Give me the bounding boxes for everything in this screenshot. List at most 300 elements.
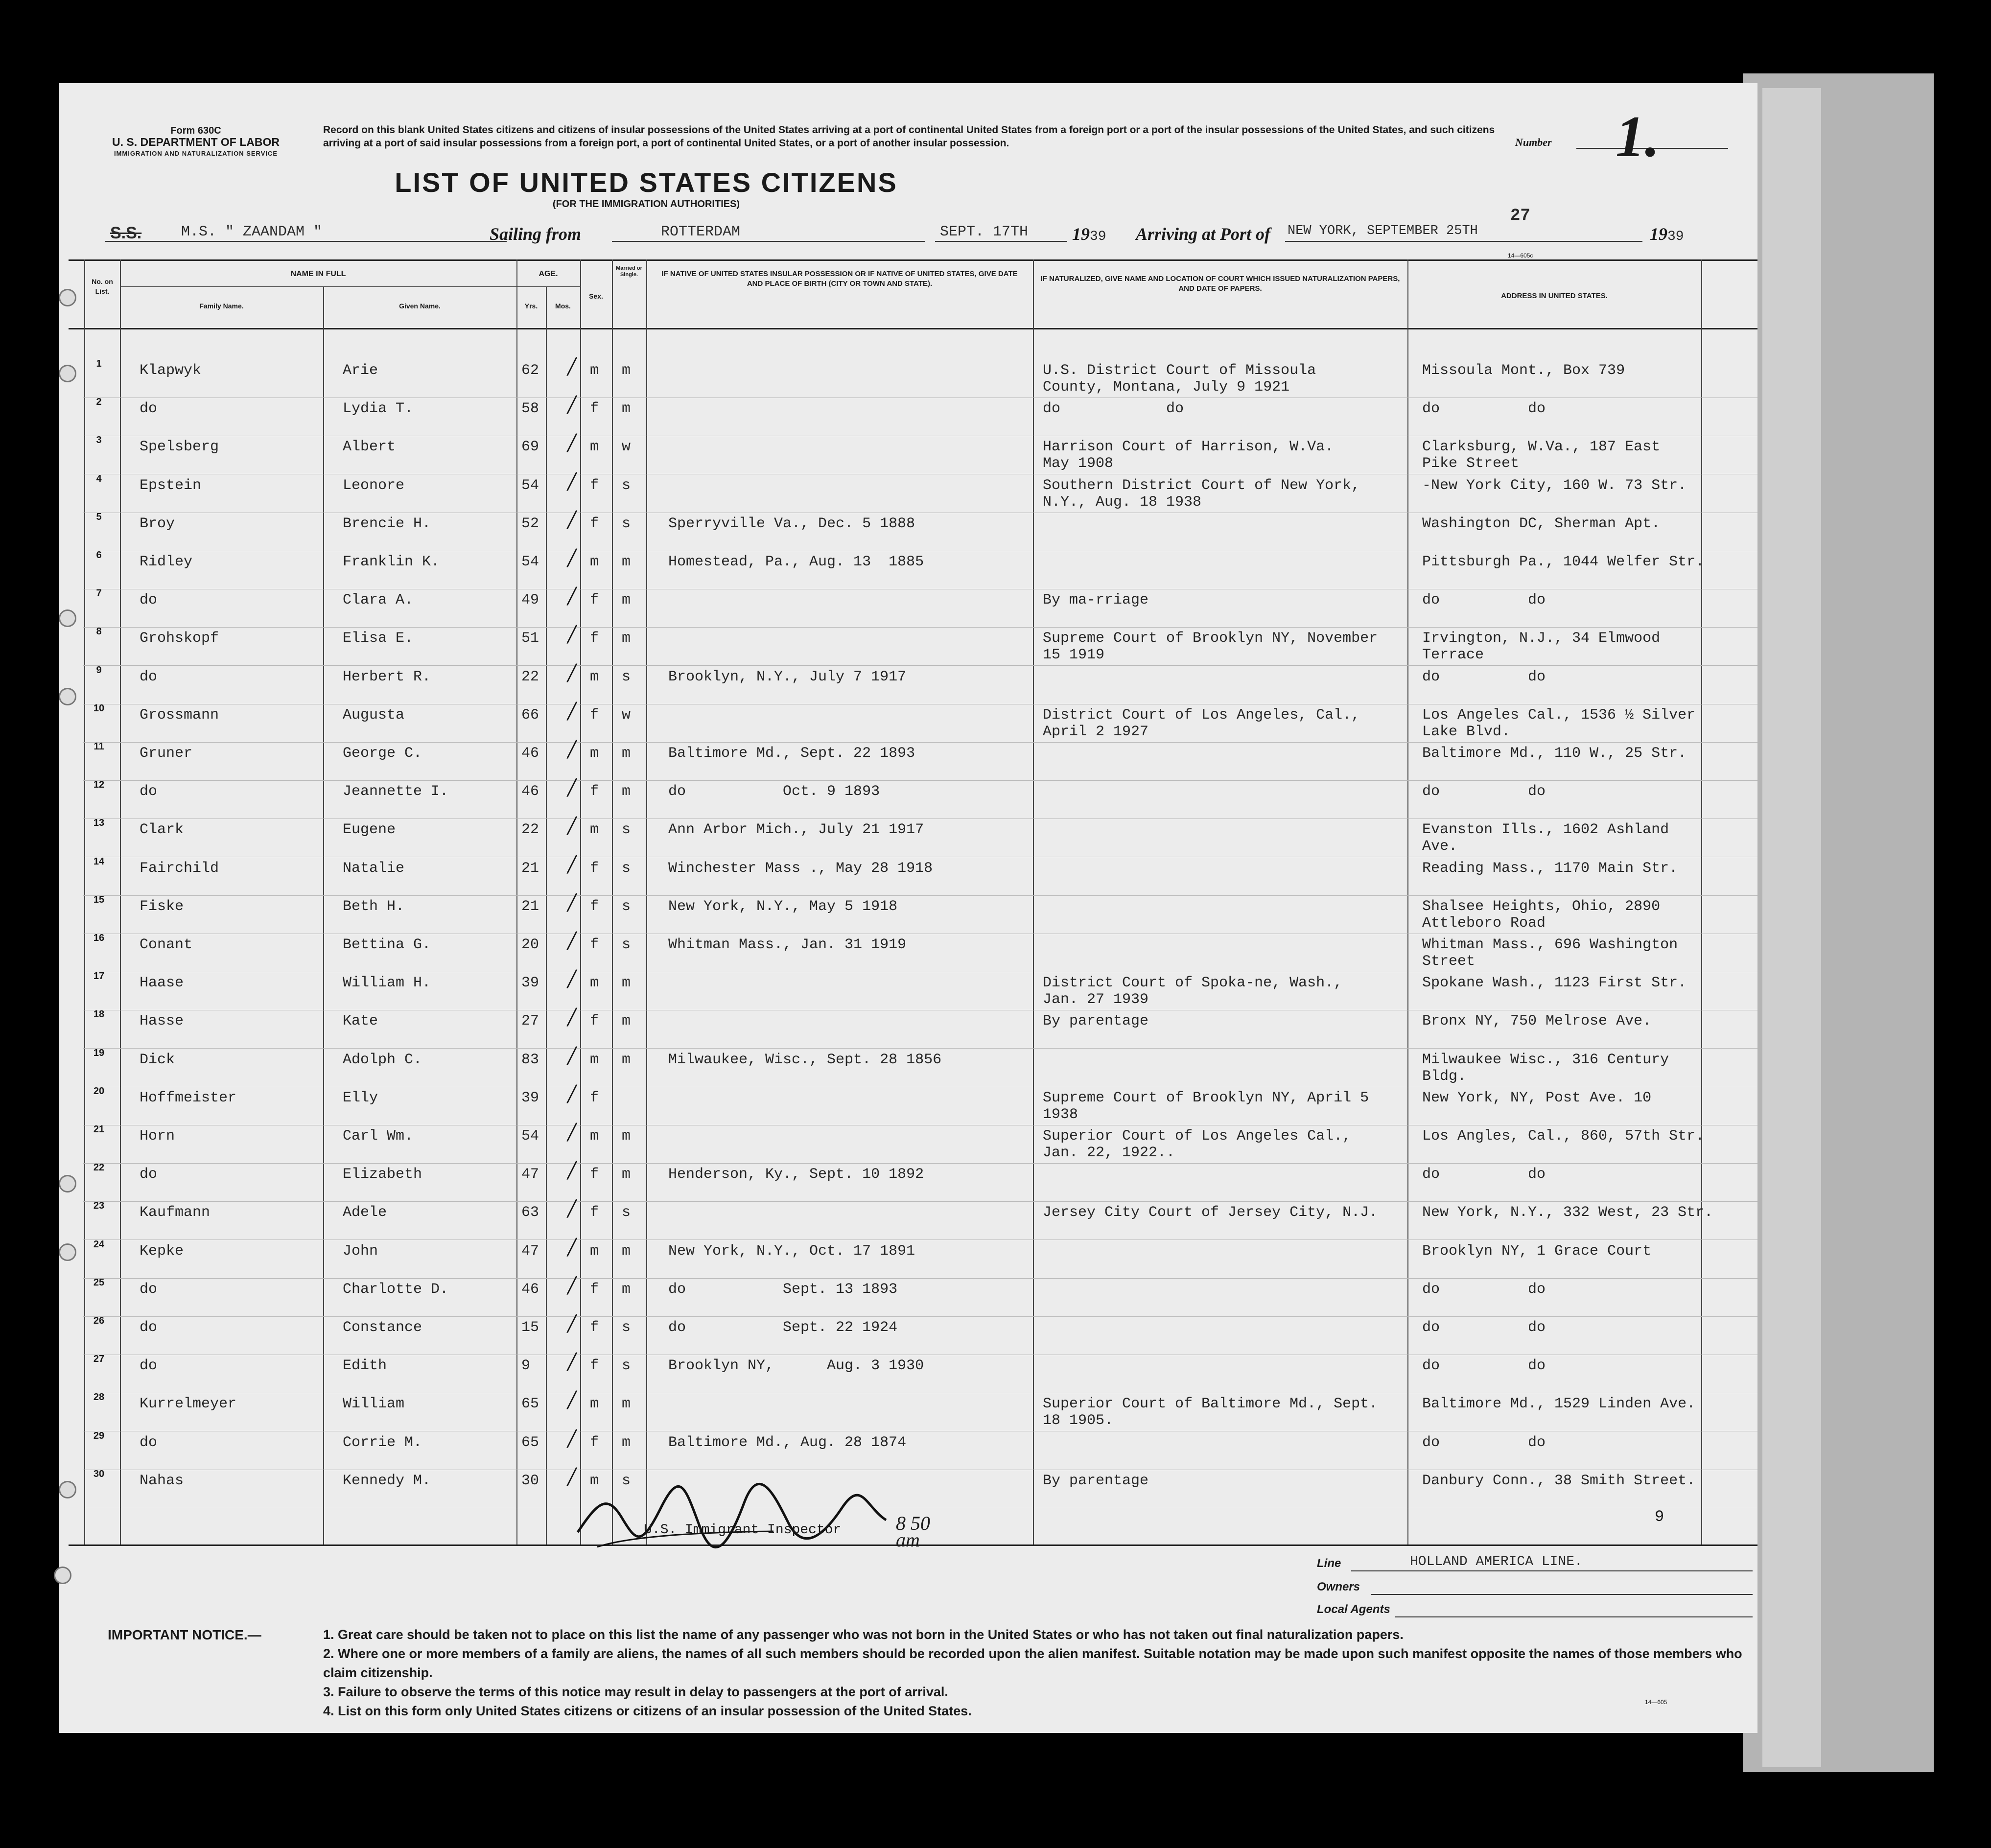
- sailing-from-label: [490, 224, 581, 245]
- agents-underline: [1395, 1616, 1753, 1617]
- inspection-check-mark: /: [565, 1076, 579, 1110]
- birth-place-date: Baltimore Md., Aug. 28 1874: [668, 1434, 907, 1451]
- marital-status: s: [622, 898, 631, 915]
- col-divider: [323, 286, 324, 1544]
- family-name: Broy: [140, 515, 175, 532]
- family-name: Spelsberg: [140, 439, 219, 456]
- inspection-check-mark: /: [565, 1153, 579, 1187]
- age-years: 49: [521, 592, 539, 609]
- notice-lead: IMPORTANT NOTICE.—: [108, 1627, 261, 1642]
- sailing-year: [1072, 224, 1106, 245]
- row-number: 21: [93, 1124, 105, 1135]
- family-name: Grossmann: [140, 706, 219, 724]
- us-address: Washington DC, Sherman Apt.: [1422, 515, 1661, 532]
- inspection-check-mark: /: [565, 1421, 579, 1455]
- family-name: Conant: [140, 936, 193, 953]
- header-age: AGE.: [539, 270, 558, 278]
- us-address: Shalsee Heights, Ohio, 2890 Attleboro Road: [1422, 898, 1661, 932]
- age-years: 51: [521, 630, 539, 647]
- birth-place-date: Whitman Mass., Jan. 31 1919: [668, 936, 907, 953]
- inspection-check-mark: /: [565, 694, 579, 727]
- given-name: Kennedy M.: [343, 1472, 431, 1489]
- family-name: Fairchild: [140, 860, 219, 877]
- page-subtitle: (FOR THE IMMIGRATION AUTHORITIES): [552, 199, 740, 210]
- birth-place-date: Henderson, Ky., Sept. 10 1892: [668, 1166, 924, 1183]
- row-number: 12: [93, 779, 105, 791]
- header-given-name: Given Name.: [399, 302, 441, 310]
- marital-status: w: [622, 706, 631, 724]
- inspection-check-mark: /: [565, 924, 579, 957]
- naturalization-court: U.S. District Court of Missoula County, Montana, July 9 1921: [1043, 362, 1316, 396]
- sex: f: [590, 1166, 599, 1183]
- punch-hole: [54, 1567, 71, 1584]
- given-name: Clara A.: [343, 592, 414, 609]
- given-name: William H.: [343, 975, 431, 992]
- given-name: Brencie H.: [343, 515, 431, 532]
- col-divider: [120, 259, 121, 1544]
- punch-hole: [59, 365, 76, 382]
- row-number: 20: [93, 1085, 105, 1097]
- inspection-check-mark: /: [565, 1345, 579, 1379]
- sex: f: [590, 592, 599, 609]
- marital-status: m: [622, 592, 631, 609]
- marital-status: m: [622, 400, 631, 418]
- ship-underline: [105, 241, 507, 242]
- row-number: 1: [96, 358, 102, 369]
- us-address: do do: [1422, 592, 1546, 609]
- birth-place-date: New York, N.Y., Oct. 17 1891: [668, 1242, 915, 1260]
- age-years: 47: [521, 1242, 539, 1260]
- naturalization-court: Superior Court of Baltimore Md., Sept. 18 1905.: [1043, 1396, 1378, 1429]
- row-number: 18: [93, 1009, 105, 1020]
- row-rule: [83, 665, 1757, 666]
- given-name: Bettina G.: [343, 936, 431, 953]
- row-number: 17: [93, 971, 105, 982]
- local-agents-label: Local Agents: [1317, 1603, 1390, 1616]
- family-name: Grohskopf: [140, 630, 219, 647]
- header-naturalized: IF NATURALIZED, GIVE NAME AND LOCATION OF COURT WHICH ISSUED NATURALIZATION PAPERS, AND DATE OF PAPERS.: [1040, 275, 1400, 293]
- age-years: 58: [521, 400, 539, 418]
- age-group-divider: [516, 286, 580, 287]
- age-years: 83: [521, 1051, 539, 1068]
- given-name: Albert: [343, 439, 396, 456]
- us-address: Los Angles, Cal., 860, 57th Str.: [1422, 1128, 1705, 1145]
- us-address: do do: [1422, 1319, 1546, 1336]
- marital-status: m: [622, 1242, 631, 1260]
- punch-hole: [59, 609, 76, 627]
- inspection-check-mark: /: [565, 1230, 579, 1263]
- us-address: do do: [1422, 1434, 1546, 1451]
- row-number: 22: [93, 1162, 105, 1173]
- us-address: Missoula Mont., Box 739: [1422, 362, 1625, 379]
- family-name: Hoffmeister: [140, 1089, 237, 1106]
- us-address: Danbury Conn., 38 Smith Street.: [1422, 1472, 1696, 1489]
- given-name: Edith: [343, 1357, 387, 1375]
- marital-status: s: [622, 515, 631, 532]
- age-years: 65: [521, 1396, 539, 1413]
- row-number: 26: [93, 1315, 105, 1326]
- family-name: Kurrelmeyer: [140, 1396, 237, 1413]
- row-number: 19: [93, 1047, 105, 1058]
- us-address: Los Angeles Cal., 1536 ½ Silver Lake Blvd.: [1422, 706, 1696, 740]
- inspector-label: U.S. Immigrant Inspector: [644, 1522, 842, 1538]
- sailing-from-underline: [612, 241, 925, 242]
- family-name: do: [140, 668, 158, 685]
- name-group-divider: [120, 286, 524, 287]
- service-name: IMMIGRATION AND NATURALIZATION SERVICE: [114, 150, 278, 157]
- sex: f: [590, 1357, 599, 1375]
- naturalization-court: District Court of Los Angeles, Cal., April 2 1927: [1043, 706, 1360, 740]
- ship-name: M.S. " ZAANDAM ": [181, 224, 323, 240]
- family-name: Klapwyk: [140, 362, 202, 379]
- row-number: 9: [96, 664, 102, 676]
- age-years: 46: [521, 1281, 539, 1298]
- form-number: Form 630C: [170, 125, 221, 136]
- age-years: 47: [521, 1166, 539, 1183]
- birth-place-date: Winchester Mass ., May 28 1918: [668, 860, 933, 877]
- given-name: Elisa E.: [343, 630, 414, 647]
- row-number: 25: [93, 1277, 105, 1288]
- row-number: 29: [93, 1430, 105, 1441]
- birth-place-date: Sperryville Va., Dec. 5 1888: [668, 515, 915, 532]
- inspection-check-mark: /: [565, 847, 579, 881]
- family-name: Ridley: [140, 554, 193, 570]
- given-name: Herbert R.: [343, 668, 431, 685]
- sailing-year-prefix: 19: [1072, 224, 1090, 244]
- given-name: Franklin K.: [343, 554, 440, 570]
- age-years: 22: [521, 821, 539, 839]
- arriving-year: [1650, 224, 1684, 245]
- sex: m: [590, 554, 599, 570]
- row-number: 6: [96, 550, 102, 561]
- sex: f: [590, 1434, 599, 1451]
- col-divider: [1701, 259, 1702, 1544]
- arriving-year-prefix: 19: [1650, 224, 1667, 244]
- given-name: Constance: [343, 1319, 422, 1336]
- naturalization-court: By ma-rriage: [1043, 592, 1149, 609]
- row-number: 30: [93, 1468, 105, 1479]
- given-name: Natalie: [343, 860, 405, 877]
- header-native: IF NATIVE OF UNITED STATES INSULAR POSSESSION OR IF NATIVE OF UNITED STATES, GIVE DATE AND PLACE OF BIRTH (CITY OR TOWN AND STATE).: [661, 270, 1018, 288]
- row-number: 11: [94, 741, 104, 752]
- given-name: Elly: [343, 1089, 378, 1106]
- inspection-check-mark: /: [565, 1383, 579, 1417]
- us-address: do do: [1422, 1166, 1546, 1183]
- us-address: Whitman Mass., 696 Washington Street: [1422, 936, 1678, 970]
- birth-place-date: New York, N.Y., May 5 1918: [668, 898, 898, 915]
- header-mos: Mos.: [555, 302, 571, 310]
- marital-status: s: [622, 1319, 631, 1336]
- age-years: 27: [521, 1013, 539, 1030]
- row-number: 7: [96, 588, 102, 599]
- birth-place-date: do Sept. 22 1924: [668, 1319, 898, 1336]
- arriving-underline: [1285, 241, 1642, 242]
- naturalization-court: District Court of Spoka-ne, Wash., Jan. 27 1939: [1043, 975, 1343, 1008]
- birth-place-date: Ann Arbor Mich., July 21 1917: [668, 821, 924, 839]
- form-identifier: [88, 125, 304, 159]
- naturalization-court: Southern District Court of New York, N.Y., Aug. 18 1938: [1043, 477, 1360, 511]
- marital-status: m: [622, 1396, 631, 1413]
- naturalization-court: Supreme Court of Brooklyn NY, April 5 1938: [1043, 1089, 1369, 1123]
- page-title: LIST OF UNITED STATES CITIZENS: [395, 167, 898, 198]
- sex: m: [590, 439, 599, 456]
- age-years: 54: [521, 1128, 539, 1145]
- birth-place-date: Baltimore Md., Sept. 22 1893: [668, 745, 915, 762]
- given-name: Leonore: [343, 477, 405, 494]
- sex: m: [590, 745, 599, 762]
- marital-status: s: [622, 821, 631, 839]
- age-years: 30: [521, 1472, 539, 1489]
- family-name: do: [140, 1319, 158, 1336]
- age-years: 52: [521, 515, 539, 532]
- us-address: do do: [1422, 783, 1546, 800]
- given-name: Kate: [343, 1013, 378, 1030]
- form-code: 14—605c: [1508, 252, 1533, 259]
- marital-status: m: [622, 1051, 631, 1068]
- arriving-text: Arriving at Port of: [1136, 224, 1271, 244]
- marital-status: s: [622, 1357, 631, 1375]
- given-name: Jeannette I.: [343, 783, 449, 800]
- header-yrs: Yrs.: [524, 302, 538, 310]
- us-address: Irvington, N.J., 34 Elmwood Terrace: [1422, 630, 1661, 664]
- age-years: 63: [521, 1204, 539, 1221]
- col-divider: [1033, 259, 1034, 1544]
- sex: f: [590, 783, 599, 800]
- naturalization-court: Supreme Court of Brooklyn NY, November 15 1919: [1043, 630, 1378, 664]
- notice-item: 1. Great care should be taken not to place on this list the name of any passenger who was not born in the United States or who has not taken out final naturalization papers.: [323, 1627, 1404, 1642]
- arriving-value: NEW YORK, SEPTEMBER 25TH: [1288, 224, 1478, 238]
- age-years: 39: [521, 1089, 539, 1106]
- marital-status: m: [622, 1166, 631, 1183]
- inspection-check-mark: /: [565, 617, 579, 651]
- row-rule: [83, 1048, 1757, 1049]
- family-name: Hasse: [140, 1013, 184, 1030]
- header-bottom-border: [69, 328, 1757, 329]
- number-label: Number: [1515, 136, 1552, 148]
- marital-status: m: [622, 783, 631, 800]
- row-rule: [83, 1201, 1757, 1202]
- given-name: Elizabeth: [343, 1166, 422, 1183]
- department-name: U. S. DEPARTMENT OF LABOR: [112, 136, 280, 148]
- birth-place-date: Milwaukee, Wisc., Sept. 28 1856: [668, 1051, 942, 1068]
- sex: f: [590, 1204, 599, 1221]
- inspection-check-mark: /: [565, 1307, 579, 1340]
- naturalization-court: By parentage: [1043, 1013, 1149, 1030]
- inspection-check-mark: /: [565, 1115, 579, 1148]
- line-underline: [1351, 1570, 1753, 1571]
- given-name: Charlotte D.: [343, 1281, 449, 1298]
- marital-status: s: [622, 860, 631, 877]
- col-divider: [1407, 259, 1408, 1544]
- us-address: -New York City, 160 W. 73 Str.: [1422, 477, 1687, 494]
- sailing-year-suffix: 39: [1090, 229, 1106, 244]
- header-sex: Sex.: [589, 292, 603, 300]
- inspection-check-mark: /: [565, 962, 579, 996]
- sex: f: [590, 400, 599, 418]
- marital-status: s: [622, 668, 631, 685]
- naturalization-court: Jersey City Court of Jersey City, N.J.: [1043, 1204, 1378, 1221]
- age-years: 21: [521, 898, 539, 915]
- given-name: Augusta: [343, 706, 405, 724]
- family-name: Kaufmann: [140, 1204, 211, 1221]
- marital-status: s: [622, 477, 631, 494]
- sailing-from-text: Sailing from: [490, 224, 582, 244]
- family-name: Kepke: [140, 1242, 184, 1260]
- sex: f: [590, 898, 599, 915]
- marital-status: m: [622, 745, 631, 762]
- given-name: George C.: [343, 745, 422, 762]
- given-name: Carl Wm.: [343, 1128, 414, 1145]
- age-years: 39: [521, 975, 539, 992]
- sex: f: [590, 1281, 599, 1298]
- header-address: ADDRESS IN UNITED STATES.: [1501, 292, 1608, 300]
- col-divider: [580, 259, 581, 1544]
- sailing-date: SEPT. 17TH: [940, 224, 1029, 240]
- inspection-check-mark: /: [565, 388, 579, 421]
- row-number: 15: [93, 894, 105, 905]
- age-years: 21: [521, 860, 539, 877]
- row-number: 4: [96, 473, 102, 484]
- sailing-from-value: ROTTERDAM: [661, 224, 741, 240]
- family-name: do: [140, 783, 158, 800]
- given-name: Eugene: [343, 821, 396, 839]
- row-rule: [83, 895, 1757, 896]
- age-years: 9: [521, 1357, 531, 1375]
- row-rule: [83, 1316, 1757, 1317]
- row-rule: [83, 742, 1757, 743]
- inspection-check-mark: /: [565, 579, 579, 613]
- inspection-check-mark: /: [565, 541, 579, 574]
- age-years: 54: [521, 554, 539, 570]
- marital-status: s: [622, 1472, 631, 1489]
- sex: m: [590, 1128, 599, 1145]
- age-years: 20: [521, 936, 539, 953]
- inspection-check-mark: /: [565, 1192, 579, 1225]
- notice-items: [323, 1625, 1743, 1721]
- sex: m: [590, 1051, 599, 1068]
- form-instructions: Record on this blank United States citizens and citizens of insular possessions of the United States arriving at a port of continental United States from a foreign port or a port of the insular possessions of the United States, and such citizens arriving at a port of said insular possessions from a foreign port, a port of continental United States, or a port of another insular possession.: [323, 124, 1495, 149]
- family-name: do: [140, 1434, 158, 1451]
- sex: f: [590, 477, 599, 494]
- naturalization-court: Harrison Court of Harrison, W.Va. May 1908: [1043, 439, 1334, 472]
- family-name: do: [140, 400, 158, 418]
- sailing-date-underline: [935, 241, 1067, 242]
- family-name: do: [140, 1357, 158, 1375]
- row-number: 8: [96, 626, 102, 637]
- notice-item: 2. Where one or more members of a family are aliens, the names of all such members should be recorded upon the alien manifest. Suitable notation may be made upon such manifest opposite the names of those members who claim citizenship.: [323, 1646, 1742, 1680]
- family-name: Nahas: [140, 1472, 184, 1489]
- us-address: do do: [1422, 1281, 1546, 1298]
- marital-status: m: [622, 1128, 631, 1145]
- col-divider: [516, 259, 517, 1544]
- sex: f: [590, 936, 599, 953]
- punch-hole: [59, 1481, 76, 1498]
- header-married-single: Married or Single.: [616, 265, 642, 278]
- us-address: do do: [1422, 668, 1546, 685]
- inspection-check-mark: /: [565, 809, 579, 842]
- marital-status: m: [622, 362, 631, 379]
- header-name-in-full: NAME IN FULL: [290, 270, 346, 278]
- birth-place-date: Brooklyn NY, Aug. 3 1930: [668, 1357, 924, 1375]
- family-name: Gruner: [140, 745, 193, 762]
- marital-status: m: [622, 1434, 631, 1451]
- sex: m: [590, 668, 599, 685]
- naturalization-court: do do: [1043, 400, 1184, 418]
- age-years: 15: [521, 1319, 539, 1336]
- inspection-check-mark: /: [565, 732, 579, 766]
- inspection-check-mark: /: [565, 350, 579, 383]
- age-years: 69: [521, 439, 539, 456]
- line-label: Line: [1317, 1557, 1341, 1570]
- age-years: 66: [521, 706, 539, 724]
- marital-status: s: [622, 936, 631, 953]
- given-name: Adolph C.: [343, 1051, 422, 1068]
- row-number: 5: [96, 511, 102, 522]
- punch-hole: [59, 688, 76, 705]
- marital-status: w: [622, 439, 631, 456]
- marital-status: m: [622, 554, 631, 570]
- row-rule: [83, 780, 1757, 781]
- us-address: New York, NY, Post Ave. 10: [1422, 1089, 1652, 1106]
- row-number: 13: [93, 818, 105, 829]
- header-no-on-list: No. on List.: [92, 278, 113, 295]
- us-address: Reading Mass., 1170 Main Str.: [1422, 860, 1678, 877]
- inspection-check-mark: /: [565, 771, 579, 804]
- sex: m: [590, 1242, 599, 1260]
- col-divider: [546, 286, 547, 1544]
- inspection-check-mark: /: [565, 885, 579, 919]
- punch-hole: [59, 1175, 76, 1193]
- table-top-border: [69, 259, 1757, 261]
- col-divider: [646, 259, 647, 1544]
- number-value: 1.: [1616, 104, 1660, 169]
- age-years: 22: [521, 668, 539, 685]
- owners-underline: [1371, 1594, 1753, 1595]
- row-number: 24: [93, 1239, 105, 1250]
- naturalization-court: By parentage: [1043, 1472, 1149, 1489]
- inspection-check-mark: /: [565, 1038, 579, 1072]
- row-rule: [83, 1278, 1757, 1279]
- inspection-check-mark: /: [565, 502, 579, 536]
- row-number: 10: [93, 702, 105, 714]
- marital-status: s: [622, 1204, 631, 1221]
- sex: f: [590, 860, 599, 877]
- given-name: William: [343, 1396, 405, 1413]
- given-name: Lydia T.: [343, 400, 414, 418]
- family-name: Clark: [140, 821, 184, 839]
- sex: f: [590, 706, 599, 724]
- age-years: 65: [521, 1434, 539, 1451]
- footer-code: 14—605: [1645, 1699, 1667, 1706]
- inspector-signature: [568, 1474, 911, 1559]
- sex: f: [590, 515, 599, 532]
- sex: f: [590, 1319, 599, 1336]
- us-address: New York, N.Y., 332 West, 23 Str.: [1422, 1204, 1713, 1221]
- arriving-label: [1136, 224, 1270, 245]
- row-number: 16: [93, 933, 105, 943]
- age-years: 62: [521, 362, 539, 379]
- family-name: Haase: [140, 975, 184, 992]
- birth-place-date: Brooklyn, N.Y., July 7 1917: [668, 668, 907, 685]
- punch-hole: [59, 1243, 76, 1261]
- notice-item: 3. Failure to observe the terms of this notice may result in delay to passengers at the port of arrival.: [323, 1684, 948, 1699]
- sex: f: [590, 630, 599, 647]
- family-name: do: [140, 1166, 158, 1183]
- inspection-check-mark: /: [565, 1000, 579, 1034]
- us-address: Bronx NY, 750 Melrose Ave.: [1422, 1013, 1652, 1030]
- age-years: 46: [521, 783, 539, 800]
- inspection-check-mark: /: [565, 464, 579, 498]
